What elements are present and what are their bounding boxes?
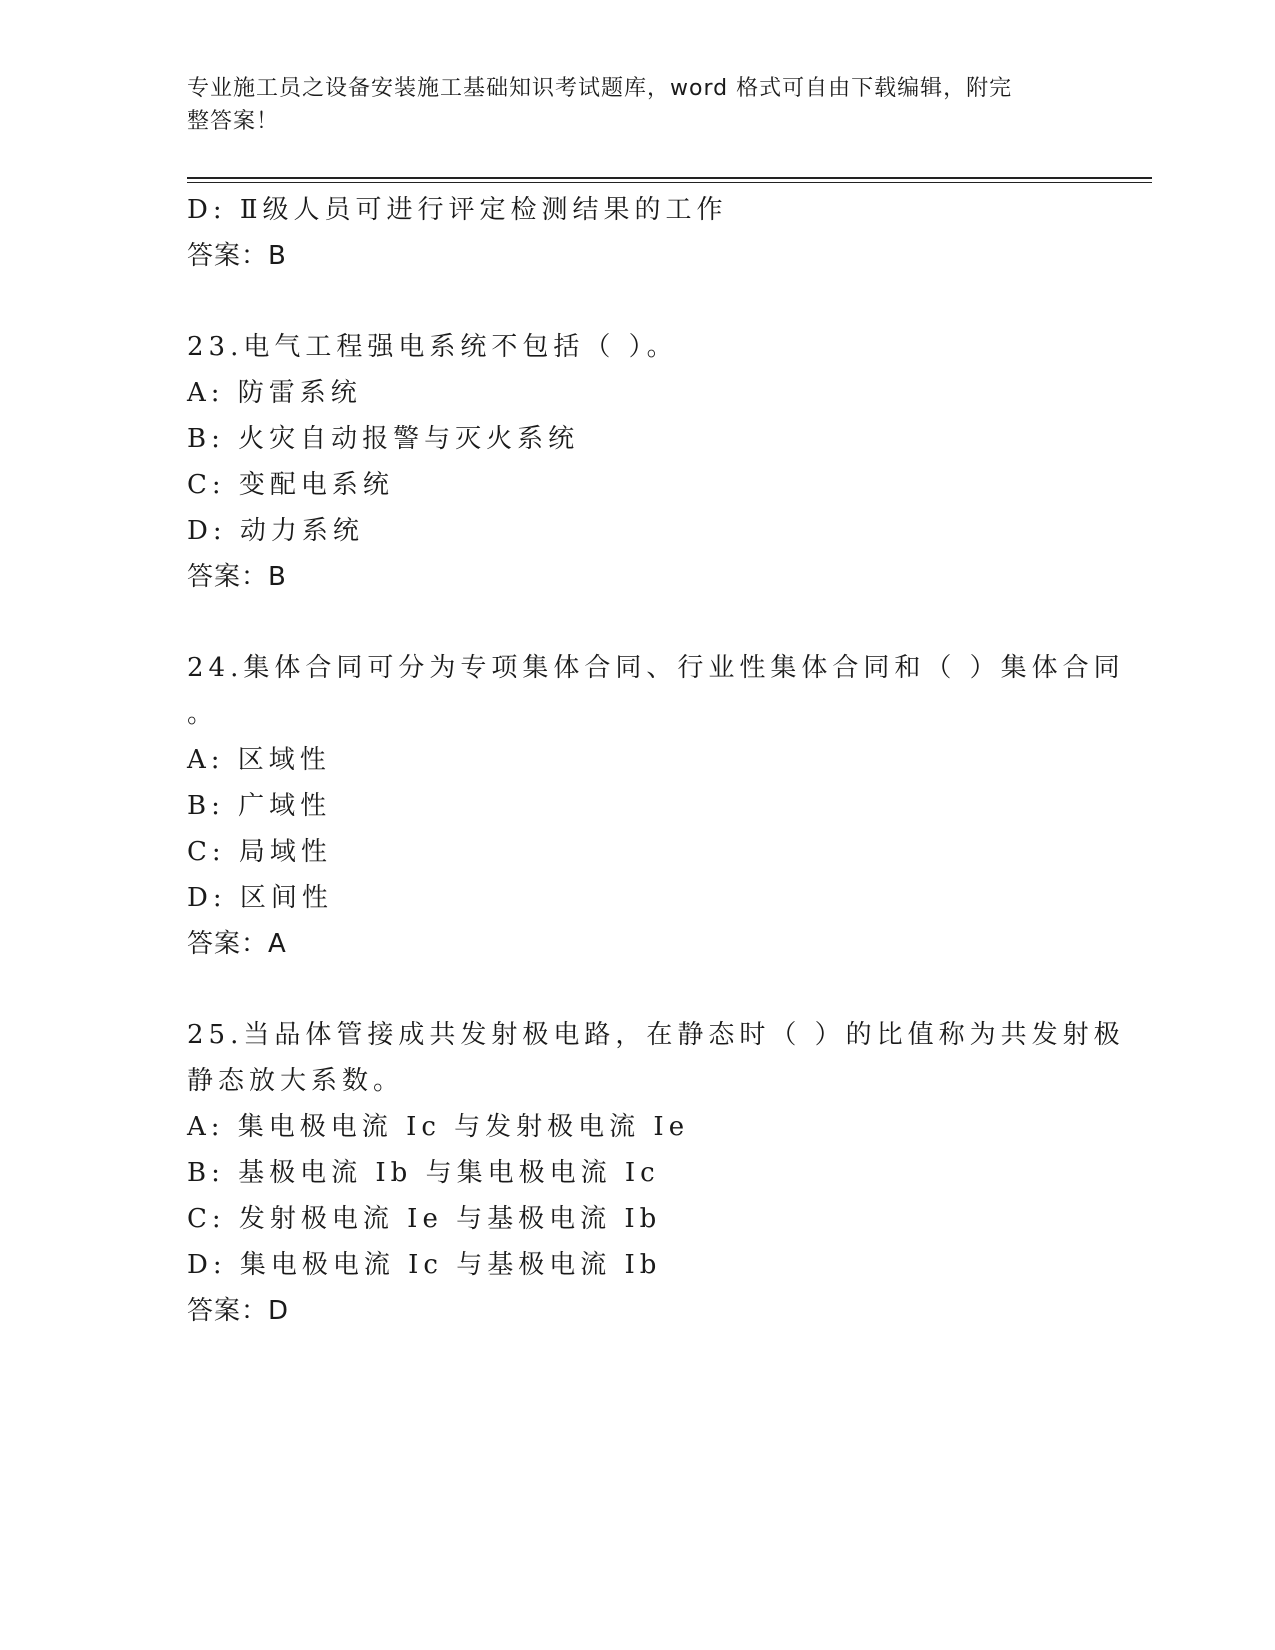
spacer [187,279,1067,324]
question-stem-continuation: 静态放大系数。 [187,1066,405,1096]
option-d: D: 动力系统 [187,516,364,546]
option-b: B: 基极电流 Ib 与集电极电流 Ic [187,1158,660,1188]
option-c: C: 发射极电流 Ie 与基极电流 Ib [187,1204,662,1234]
option-d: D: 区间性 [187,883,333,913]
header-line-2: 整答案！ [187,109,280,134]
question-fragment-22 [187,187,1067,279]
answer-label: 答案：A [187,929,287,959]
option-c: C: 变配电系统 [187,470,394,500]
answer-label: 答案：B [187,241,287,271]
question-stem-continuation: 。 [187,699,214,729]
option-a: A: 区域性 [187,745,331,775]
option-b: B: 广域性 [187,791,332,821]
question-stem: 24.集体合同可分为专项集体合同、行业性集体合同和（ ）集体合同 [187,653,1125,683]
question-stem: 25.当品体管接成共发射极电路，在静态时（ ）的比值称为共发射极 [187,1020,1125,1050]
option-a: A: 集电极电流 Ic 与发射极电流 Ie [187,1112,690,1142]
header-divider-thick [187,177,1152,179]
option-c: C: 局域性 [187,837,332,867]
answer-label: 答案：D [187,1296,290,1326]
question-24 [187,645,1125,967]
option-a: A: 防雷系统 [187,378,362,408]
header-divider-thin [187,182,1152,183]
option-d: D: 集电极电流 Ic 与基极电流 Ib [187,1250,662,1280]
question-stem: 23.电气工程强电系统不包括（ ）。 [187,332,678,362]
document-header [187,72,1067,138]
question-25 [187,1012,1125,1334]
option-d: D: Ⅱ级人员可进行评定检测结果的工作 [187,195,728,225]
question-list [187,187,1125,1334]
question-23 [187,324,1067,600]
spacer [187,967,1067,1012]
spacer [187,600,1067,645]
header-line-1: 专业施工员之设备安装施工基础知识考试题库，word 格式可自由下载编辑，附完 [187,76,1013,101]
answer-label: 答案：B [187,562,287,592]
option-b: B: 火灾自动报警与灭火系统 [187,424,580,454]
